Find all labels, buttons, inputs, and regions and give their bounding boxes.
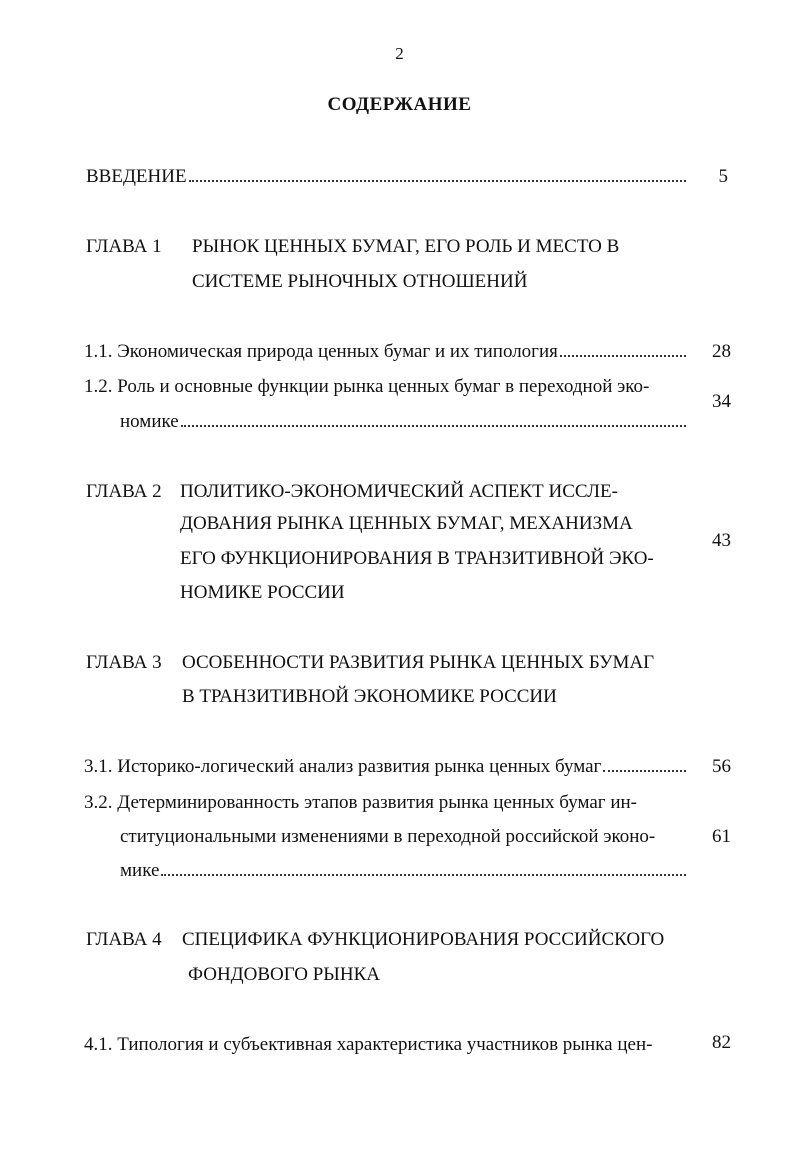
dot-leader bbox=[560, 355, 686, 357]
toc-entry-3-2-line: ституциональными изменениями в переходной российской эконо- bbox=[120, 826, 656, 847]
toc-page-number: 28 bbox=[712, 341, 731, 362]
toc-entry-1-1 bbox=[84, 341, 688, 363]
toc-entry-label: 1.1. Экономическая природа ценных бумаг и их типология bbox=[84, 341, 558, 362]
toc-page-number: 43 bbox=[712, 530, 731, 551]
chapter-4-label: ГЛАВА 4 bbox=[86, 929, 162, 950]
dot-leader bbox=[603, 770, 686, 772]
toc-entry-intro bbox=[86, 166, 688, 188]
dot-leader bbox=[189, 180, 686, 182]
chapter-2-title-line: ДОВАНИЯ РЫНКА ЦЕННЫХ БУМАГ, МЕХАНИЗМА bbox=[180, 513, 633, 534]
chapter-3-title-line: В ТРАНЗИТИВНОЙ ЭКОНОМИКЕ РОССИИ bbox=[182, 686, 557, 707]
chapter-2-title-line: ЕГО ФУНКЦИОНИРОВАНИЯ В ТРАНЗИТИВНОЙ ЭКО- bbox=[180, 548, 654, 569]
toc-entry-4-1-line: 4.1. Типология и субъективная характеристика участников рынка цен- bbox=[84, 1034, 653, 1055]
toc-page-number: 82 bbox=[712, 1032, 731, 1053]
toc-entry-label: ВВЕДЕНИЕ bbox=[86, 166, 187, 187]
toc-entry-3-1 bbox=[84, 756, 688, 778]
chapter-2-title-line: НОМИКЕ РОССИИ bbox=[180, 582, 345, 603]
toc-entry-label: мике bbox=[120, 860, 160, 881]
toc-entry-3-2-line: 3.2. Детерминированность этапов развития рынка ценных бумаг ин- bbox=[84, 792, 638, 813]
toc-entry-3-2 bbox=[120, 860, 688, 882]
dot-leader bbox=[161, 874, 686, 876]
chapter-1-title-line: СИСТЕМЕ РЫНОЧНЫХ ОТНОШЕНИЙ bbox=[192, 271, 528, 292]
dot-leader bbox=[181, 425, 686, 427]
toc-entry-label: номике bbox=[120, 411, 179, 432]
chapter-4-title-line: ФОНДОВОГО РЫНКА bbox=[188, 964, 380, 985]
toc-entry-label: 3.1. Историко-логический анализ развития рынка ценных бумаг bbox=[84, 756, 602, 777]
page-number: 2 bbox=[395, 44, 404, 63]
toc-page-number: 5 bbox=[718, 166, 728, 187]
toc-page-number: 61 bbox=[712, 826, 731, 847]
toc-title: СОДЕРЖАНИЕ bbox=[327, 94, 472, 115]
chapter-2-title-line: ПОЛИТИКО-ЭКОНОМИЧЕСКИЙ АСПЕКТ ИССЛЕ- bbox=[180, 481, 618, 502]
chapter-3-label: ГЛАВА 3 bbox=[86, 652, 162, 673]
toc-entry-1-2 bbox=[120, 411, 688, 433]
chapter-1-title-line: РЫНОК ЦЕННЫХ БУМАГ, ЕГО РОЛЬ И МЕСТО В bbox=[192, 236, 620, 257]
toc-entry-1-2-line: 1.2. Роль и основные функции рынка ценных бумаг в переходной эко- bbox=[84, 376, 650, 397]
chapter-3-title-line: ОСОБЕННОСТИ РАЗВИТИЯ РЫНКА ЦЕННЫХ БУМАГ bbox=[182, 652, 655, 673]
chapter-4-title-line: СПЕЦИФИКА ФУНКЦИОНИРОВАНИЯ РОССИЙСКОГО bbox=[182, 929, 665, 950]
toc-page-number: 56 bbox=[712, 756, 731, 777]
toc-page-number: 34 bbox=[712, 391, 731, 412]
chapter-1-label: ГЛАВА 1 bbox=[86, 236, 162, 257]
chapter-2-label: ГЛАВА 2 bbox=[86, 481, 162, 502]
